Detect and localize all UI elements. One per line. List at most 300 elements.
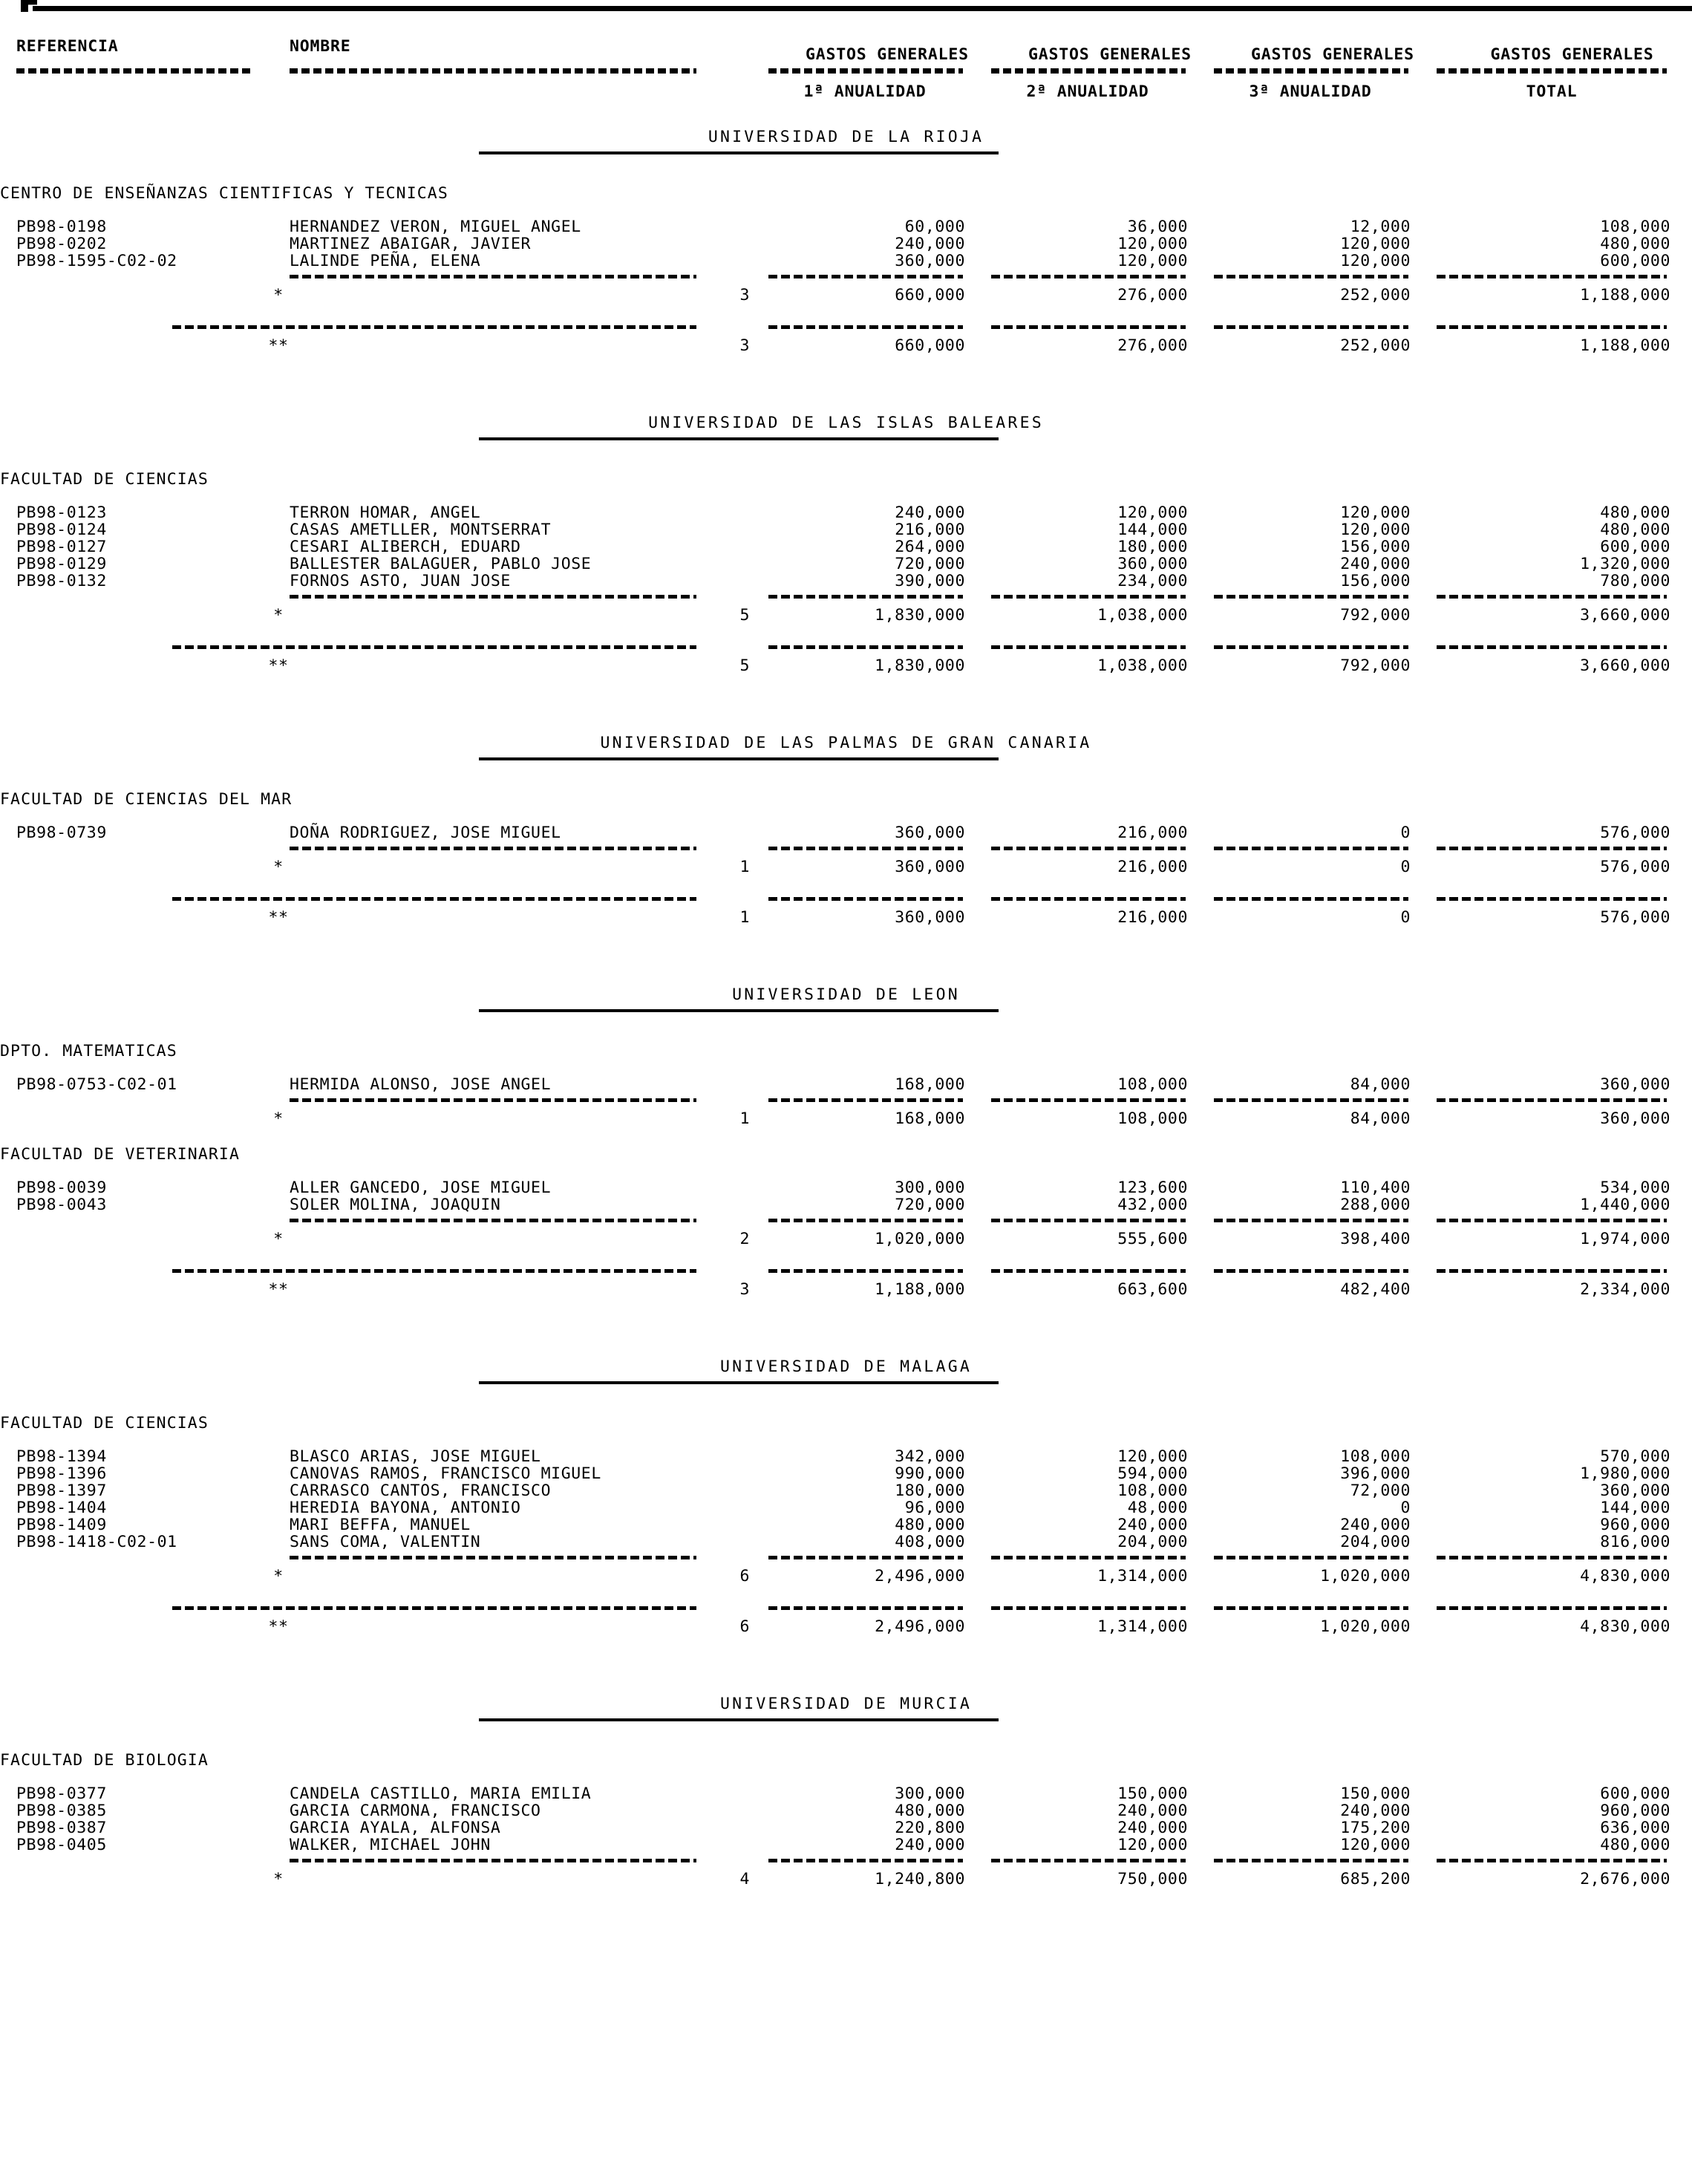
separator-span-annuity-3	[1214, 1219, 1408, 1222]
totals-annuity-1: 168,000	[895, 1109, 965, 1128]
row-reference: PB98-0202	[16, 235, 107, 253]
row-annuity-2: 108,000	[1117, 1481, 1188, 1500]
row-reference: PB98-0127	[16, 538, 107, 556]
totals-grand: 1,188,000	[1580, 286, 1670, 304]
header-rule-annuity-2	[991, 68, 1186, 74]
totals-annuity-2: 1,038,000	[1097, 656, 1188, 675]
listing-row	[0, 504, 1692, 521]
listing-row	[0, 1482, 1692, 1499]
totals-annuity-3: 252,000	[1340, 336, 1411, 355]
totals-grand: 3,660,000	[1580, 606, 1670, 625]
totals-annuity-2: 750,000	[1117, 1870, 1188, 1888]
separator-span-total	[1437, 1556, 1667, 1559]
row-annuity-1: 390,000	[895, 572, 965, 590]
row-name: CANOVAS RAMOS, FRANCISCO MIGUEL	[290, 1464, 601, 1483]
row-annuity-3: 150,000	[1340, 1784, 1411, 1803]
row-reference: PB98-0385	[16, 1802, 107, 1820]
totals-annuity-1: 2,496,000	[875, 1567, 965, 1585]
separator-span-name	[290, 275, 696, 278]
separator-span-annuity-1	[768, 1219, 963, 1222]
totals-annuity-1: 1,020,000	[875, 1230, 965, 1248]
row-name: MARI BEFFA, MANUEL	[290, 1516, 471, 1534]
totals-annuity-1: 660,000	[895, 286, 965, 304]
totals-annuity-1: 2,496,000	[875, 1617, 965, 1636]
row-reference: PB98-1394	[16, 1447, 107, 1466]
row-name: BLASCO ARIAS, JOSE MIGUEL	[290, 1447, 541, 1466]
subtotal-row	[0, 1110, 1692, 1127]
row-annuity-2: 594,000	[1117, 1464, 1188, 1483]
row-total: 480,000	[1600, 503, 1670, 522]
totals-annuity-3: 84,000	[1350, 1109, 1411, 1128]
row-annuity-3: 240,000	[1340, 555, 1411, 573]
row-annuity-2: 216,000	[1117, 824, 1188, 842]
row-total: 576,000	[1600, 824, 1670, 842]
row-annuity-1: 720,000	[895, 1196, 965, 1214]
totals-marker: **	[268, 336, 289, 355]
separator-span-annuity-1	[768, 1098, 963, 1102]
totals-count: 1	[739, 1109, 750, 1128]
totals-annuity-2: 1,314,000	[1097, 1567, 1188, 1585]
listing-row	[0, 1499, 1692, 1516]
totals-count: 2	[739, 1230, 750, 1248]
row-annuity-2: 204,000	[1117, 1533, 1188, 1551]
row-reference: PB98-0387	[16, 1819, 107, 1837]
university-total-row	[0, 1281, 1692, 1298]
row-reference: PB98-0043	[16, 1196, 107, 1214]
listing-row	[0, 1076, 1692, 1093]
row-reference: PB98-0039	[16, 1179, 107, 1197]
row-annuity-1: 60,000	[904, 218, 965, 236]
separator-span-total	[1437, 325, 1667, 329]
row-annuity-1: 360,000	[895, 252, 965, 270]
separator-span-annuity-3	[1214, 897, 1408, 901]
row-reference: PB98-1418-C02-01	[16, 1533, 177, 1551]
row-reference: PB98-1397	[16, 1481, 107, 1500]
row-name: LALINDE PEÑA, ELENA	[290, 252, 481, 270]
listing-row	[0, 1465, 1692, 1482]
separator-span-annuity-3	[1214, 275, 1408, 278]
separator-span-annuity-2	[991, 645, 1186, 649]
subtotal-row	[0, 287, 1692, 304]
university-title-rule	[479, 1009, 999, 1012]
row-name: SANS COMA, VALENTIN	[290, 1533, 481, 1551]
separator-span-name	[290, 595, 696, 599]
totals-grand: 1,974,000	[1580, 1230, 1670, 1248]
row-annuity-1: 360,000	[895, 824, 965, 842]
column-header-name: NOMBRE	[290, 37, 351, 56]
totals-count: 3	[739, 1280, 750, 1299]
totals-annuity-3: 792,000	[1340, 656, 1411, 675]
row-total: 534,000	[1600, 1179, 1670, 1197]
row-total: 570,000	[1600, 1447, 1670, 1466]
totals-annuity-2: 108,000	[1117, 1109, 1188, 1128]
university-title: UNIVERSIDAD DE LA RIOJA	[708, 128, 984, 146]
totals-count: 5	[739, 656, 750, 675]
listing-row	[0, 218, 1692, 235]
row-annuity-2: 240,000	[1117, 1516, 1188, 1534]
listing-row	[0, 1179, 1692, 1196]
row-name: CESARI ALIBERCH, EDUARD	[290, 538, 521, 556]
column-header-annuity-3-line2: 3ª ANUALIDAD	[1249, 82, 1372, 101]
row-reference: PB98-0753-C02-01	[16, 1075, 177, 1094]
row-name: GARCIA AYALA, ALFONSA	[290, 1819, 501, 1837]
totals-marker: *	[273, 1230, 284, 1248]
university-title: UNIVERSIDAD DE MURCIA	[719, 1695, 973, 1713]
totals-marker: **	[268, 1617, 289, 1636]
separator-span-annuity-2	[991, 1606, 1186, 1610]
row-annuity-2: 120,000	[1117, 503, 1188, 522]
separator-span-annuity-3	[1214, 847, 1408, 850]
row-annuity-1: 480,000	[895, 1516, 965, 1534]
row-name: HEREDIA BAYONA, ANTONIO	[290, 1499, 521, 1517]
row-name: CASAS AMETLLER, MONTSERRAT	[290, 521, 552, 539]
totals-count: 4	[739, 1870, 750, 1888]
separator-span-reference-name	[172, 1606, 696, 1610]
row-annuity-2: 150,000	[1117, 1784, 1188, 1803]
subtotal-row	[0, 1871, 1692, 1888]
totals-annuity-3: 0	[1400, 908, 1411, 927]
row-annuity-1: 240,000	[895, 235, 965, 253]
separator-span-annuity-1	[768, 275, 963, 278]
header-rule-name	[290, 68, 696, 74]
row-annuity-2: 36,000	[1127, 218, 1188, 236]
row-reference: PB98-0739	[16, 824, 107, 842]
totals-annuity-1: 360,000	[895, 908, 965, 927]
row-annuity-2: 144,000	[1117, 521, 1188, 539]
organisation-heading: CENTRO DE ENSEÑANZAS CIENTIFICAS Y TECNICAS	[0, 184, 448, 203]
totals-count: 6	[739, 1617, 750, 1636]
totals-marker: *	[273, 1870, 284, 1888]
totals-grand: 1,188,000	[1580, 336, 1670, 355]
row-annuity-3: 175,200	[1340, 1819, 1411, 1837]
row-annuity-3: 0	[1400, 1499, 1411, 1517]
totals-annuity-3: 482,400	[1340, 1280, 1411, 1299]
separator-span-annuity-1	[768, 325, 963, 329]
header-rule-annuity-3	[1214, 68, 1408, 74]
totals-grand: 576,000	[1600, 858, 1670, 876]
separator-span-name	[290, 1098, 696, 1102]
university-title-rule	[479, 1381, 999, 1384]
row-annuity-1: 408,000	[895, 1533, 965, 1551]
row-annuity-1: 480,000	[895, 1802, 965, 1820]
row-total: 480,000	[1600, 235, 1670, 253]
separator-span-total	[1437, 897, 1667, 901]
separator-span-name	[290, 1219, 696, 1222]
row-annuity-3: 12,000	[1350, 218, 1411, 236]
row-annuity-1: 264,000	[895, 538, 965, 556]
row-annuity-2: 240,000	[1117, 1802, 1188, 1820]
row-total: 144,000	[1600, 1499, 1670, 1517]
totals-annuity-3: 0	[1400, 858, 1411, 876]
row-annuity-2: 120,000	[1117, 1447, 1188, 1466]
totals-grand: 360,000	[1600, 1109, 1670, 1128]
separator-span-total	[1437, 595, 1667, 599]
totals-annuity-2: 276,000	[1117, 336, 1188, 355]
listing-row	[0, 573, 1692, 590]
organisation-heading: FACULTAD DE CIENCIAS	[0, 1414, 209, 1432]
row-total: 816,000	[1600, 1533, 1670, 1551]
totals-count: 1	[739, 858, 750, 876]
row-reference: PB98-1595-C02-02	[16, 252, 177, 270]
totals-grand: 2,334,000	[1580, 1280, 1670, 1299]
totals-marker: *	[273, 286, 284, 304]
totals-count: 5	[739, 606, 750, 625]
separator-span-annuity-2	[991, 1098, 1186, 1102]
totals-annuity-2: 216,000	[1117, 858, 1188, 876]
row-annuity-2: 48,000	[1127, 1499, 1188, 1517]
separator-span-annuity-2	[991, 325, 1186, 329]
row-annuity-2: 120,000	[1117, 252, 1188, 270]
row-annuity-3: 84,000	[1350, 1075, 1411, 1094]
row-name: HERNANDEZ VERON, MIGUEL ANGEL	[290, 218, 581, 236]
row-name: SOLER MOLINA, JOAQUIN	[290, 1196, 501, 1214]
listing-row	[0, 252, 1692, 270]
university-title-rule	[479, 1718, 999, 1721]
row-name: CARRASCO CANTOS, FRANCISCO	[290, 1481, 552, 1500]
separator-span-annuity-1	[768, 847, 963, 850]
row-reference: PB98-0377	[16, 1784, 107, 1803]
separator-span-annuity-1	[768, 1859, 963, 1862]
separator-span-annuity-1	[768, 1606, 963, 1610]
row-name: HERMIDA ALONSO, JOSE ANGEL	[290, 1075, 552, 1094]
row-annuity-3: 120,000	[1340, 252, 1411, 270]
column-header-annuity-3	[1210, 27, 1414, 138]
listing-row	[0, 1448, 1692, 1465]
column-header-annuity-1-line2: 1ª ANUALIDAD	[803, 82, 927, 101]
separator-span-reference-name	[172, 325, 696, 329]
row-total: 1,980,000	[1580, 1464, 1670, 1483]
separator-span-annuity-3	[1214, 595, 1408, 599]
row-annuity-1: 168,000	[895, 1075, 965, 1094]
row-reference: PB98-0123	[16, 503, 107, 522]
column-header-annuity-2	[987, 27, 1192, 138]
totals-annuity-2: 276,000	[1117, 286, 1188, 304]
totals-annuity-3: 685,200	[1340, 1870, 1411, 1888]
totals-annuity-1: 1,830,000	[875, 656, 965, 675]
university-total-row	[0, 909, 1692, 926]
row-name: GARCIA CARMONA, FRANCISCO	[290, 1802, 541, 1820]
row-total: 960,000	[1600, 1802, 1670, 1820]
separator-span-annuity-1	[768, 595, 963, 599]
organisation-heading: FACULTAD DE CIENCIAS	[0, 470, 209, 489]
totals-annuity-2: 555,600	[1117, 1230, 1188, 1248]
row-annuity-3: 120,000	[1340, 1836, 1411, 1854]
totals-annuity-2: 663,600	[1117, 1280, 1188, 1299]
organisation-heading: FACULTAD DE CIENCIAS DEL MAR	[0, 790, 293, 809]
column-header-annuity-2-line2: 2ª ANUALIDAD	[1026, 82, 1149, 101]
university-title-rule	[479, 757, 999, 760]
row-annuity-1: 96,000	[904, 1499, 965, 1517]
row-reference: PB98-0129	[16, 555, 107, 573]
row-name: MARTINEZ ABAIGAR, JAVIER	[290, 235, 532, 253]
totals-annuity-1: 1,240,800	[875, 1870, 965, 1888]
totals-grand: 4,830,000	[1580, 1567, 1670, 1585]
row-annuity-2: 180,000	[1117, 538, 1188, 556]
row-annuity-3: 72,000	[1350, 1481, 1411, 1500]
row-annuity-3: 204,000	[1340, 1533, 1411, 1551]
separator-span-total	[1437, 1269, 1667, 1273]
row-annuity-2: 234,000	[1117, 572, 1188, 590]
column-header-annuity-1-line1: GASTOS GENERALES	[805, 45, 969, 64]
row-total: 600,000	[1600, 252, 1670, 270]
header-rule-annuity-1	[768, 68, 963, 74]
row-annuity-1: 300,000	[895, 1179, 965, 1197]
separator-span-reference-name	[172, 897, 696, 901]
separator-span-annuity-1	[768, 1269, 963, 1273]
university-title-rule	[479, 437, 999, 440]
separator-span-annuity-2	[991, 595, 1186, 599]
row-total: 636,000	[1600, 1819, 1670, 1837]
listing-row	[0, 555, 1692, 573]
row-annuity-1: 240,000	[895, 503, 965, 522]
separator-span-name	[290, 847, 696, 850]
totals-annuity-3: 398,400	[1340, 1230, 1411, 1248]
totals-annuity-1: 360,000	[895, 858, 965, 876]
organisation-heading: DPTO. MATEMATICAS	[0, 1042, 177, 1060]
totals-annuity-2: 1,314,000	[1097, 1617, 1188, 1636]
row-annuity-3: 240,000	[1340, 1802, 1411, 1820]
university-total-row	[0, 337, 1692, 354]
row-annuity-2: 432,000	[1117, 1196, 1188, 1214]
row-total: 1,320,000	[1580, 555, 1670, 573]
row-annuity-3: 110,400	[1340, 1179, 1411, 1197]
row-total: 1,440,000	[1580, 1196, 1670, 1214]
listing-row	[0, 1819, 1692, 1836]
totals-grand: 2,676,000	[1580, 1870, 1670, 1888]
subtotal-row	[0, 1230, 1692, 1248]
row-annuity-3: 0	[1400, 824, 1411, 842]
row-total: 600,000	[1600, 538, 1670, 556]
row-annuity-1: 300,000	[895, 1784, 965, 1803]
header-rule-total	[1437, 68, 1667, 74]
totals-grand: 576,000	[1600, 908, 1670, 927]
row-annuity-2: 123,600	[1117, 1179, 1188, 1197]
row-annuity-3: 396,000	[1340, 1464, 1411, 1483]
totals-annuity-3: 1,020,000	[1320, 1617, 1411, 1636]
university-title: UNIVERSIDAD DE LEON	[732, 985, 960, 1004]
totals-marker: **	[268, 1280, 289, 1299]
row-annuity-2: 120,000	[1117, 235, 1188, 253]
column-header-annuity-3-line1: GASTOS GENERALES	[1250, 45, 1414, 64]
university-title: UNIVERSIDAD DE LAS PALMAS DE GRAN CANARIA	[600, 734, 1092, 752]
separator-span-annuity-3	[1214, 325, 1408, 329]
row-annuity-1: 216,000	[895, 521, 965, 539]
totals-count: 1	[739, 908, 750, 927]
row-name: TERRON HOMAR, ANGEL	[290, 503, 481, 522]
row-name: DOÑA RODRIGUEZ, JOSE MIGUEL	[290, 824, 561, 842]
totals-marker: **	[268, 656, 289, 675]
totals-annuity-2: 1,038,000	[1097, 606, 1188, 625]
university-total-row	[0, 1618, 1692, 1635]
separator-span-reference-name	[172, 645, 696, 649]
separator-span-annuity-3	[1214, 645, 1408, 649]
totals-annuity-1: 1,188,000	[875, 1280, 965, 1299]
totals-annuity-1: 660,000	[895, 336, 965, 355]
column-header-reference: REFERENCIA	[16, 37, 119, 56]
row-annuity-2: 120,000	[1117, 1836, 1188, 1854]
row-reference: PB98-0405	[16, 1836, 107, 1854]
row-annuity-3: 120,000	[1340, 521, 1411, 539]
row-annuity-2: 108,000	[1117, 1075, 1188, 1094]
listing-row	[0, 521, 1692, 538]
totals-annuity-3: 252,000	[1340, 286, 1411, 304]
listing-row	[0, 1836, 1692, 1854]
separator-span-annuity-2	[991, 897, 1186, 901]
row-name: FORNOS ASTO, JUAN JOSE	[290, 572, 511, 590]
header-rule-reference	[16, 68, 254, 74]
separator-span-annuity-2	[991, 275, 1186, 278]
row-annuity-3: 120,000	[1340, 235, 1411, 253]
totals-annuity-3: 792,000	[1340, 606, 1411, 625]
separator-span-annuity-1	[768, 645, 963, 649]
separator-span-total	[1437, 275, 1667, 278]
totals-marker: *	[273, 1109, 284, 1128]
separator-span-annuity-3	[1214, 1556, 1408, 1559]
row-annuity-2: 360,000	[1117, 555, 1188, 573]
listing-row	[0, 1785, 1692, 1802]
totals-count: 3	[739, 336, 750, 355]
separator-span-name	[290, 1556, 696, 1559]
totals-annuity-1: 1,830,000	[875, 606, 965, 625]
subtotal-row	[0, 858, 1692, 876]
row-annuity-3: 288,000	[1340, 1196, 1411, 1214]
listing-row	[0, 235, 1692, 252]
column-header-total	[1433, 27, 1670, 138]
row-reference: PB98-0124	[16, 521, 107, 539]
row-annuity-3: 156,000	[1340, 538, 1411, 556]
separator-span-annuity-3	[1214, 1269, 1408, 1273]
totals-marker: *	[273, 1567, 284, 1585]
totals-marker: **	[268, 908, 289, 927]
university-total-row	[0, 657, 1692, 674]
row-total: 600,000	[1600, 1784, 1670, 1803]
university-title: UNIVERSIDAD DE LAS ISLAS BALEARES	[648, 414, 1044, 432]
separator-span-annuity-3	[1214, 1606, 1408, 1610]
row-annuity-2: 240,000	[1117, 1819, 1188, 1837]
row-annuity-1: 240,000	[895, 1836, 965, 1854]
separator-span-reference-name	[172, 1269, 696, 1273]
separator-span-total	[1437, 1606, 1667, 1610]
listing-row	[0, 538, 1692, 555]
row-name: CANDELA CASTILLO, MARIA EMILIA	[290, 1784, 592, 1803]
column-header-annuity-2-line1: GASTOS GENERALES	[1028, 45, 1192, 64]
column-header-annuity-1	[765, 27, 969, 138]
listing-row	[0, 1196, 1692, 1213]
separator-span-annuity-2	[991, 847, 1186, 850]
row-annuity-1: 220,800	[895, 1819, 965, 1837]
separator-span-total	[1437, 1219, 1667, 1222]
totals-grand: 4,830,000	[1580, 1617, 1670, 1636]
separator-span-name	[290, 1859, 696, 1862]
row-total: 960,000	[1600, 1516, 1670, 1534]
separator-span-annuity-3	[1214, 1098, 1408, 1102]
row-total: 480,000	[1600, 1836, 1670, 1854]
row-annuity-1: 342,000	[895, 1447, 965, 1466]
totals-annuity-2: 216,000	[1117, 908, 1188, 927]
column-header-total-line2: TOTAL	[1526, 82, 1578, 101]
row-reference: PB98-1409	[16, 1516, 107, 1534]
organisation-heading: FACULTAD DE BIOLOGIA	[0, 1751, 209, 1770]
row-total: 480,000	[1600, 521, 1670, 539]
totals-count: 6	[739, 1567, 750, 1585]
row-annuity-3: 120,000	[1340, 503, 1411, 522]
row-reference: PB98-0132	[16, 572, 107, 590]
row-total: 360,000	[1600, 1075, 1670, 1094]
row-reference: PB98-1396	[16, 1464, 107, 1483]
listing-row	[0, 1516, 1692, 1533]
separator-span-total	[1437, 645, 1667, 649]
row-reference: PB98-0198	[16, 218, 107, 236]
